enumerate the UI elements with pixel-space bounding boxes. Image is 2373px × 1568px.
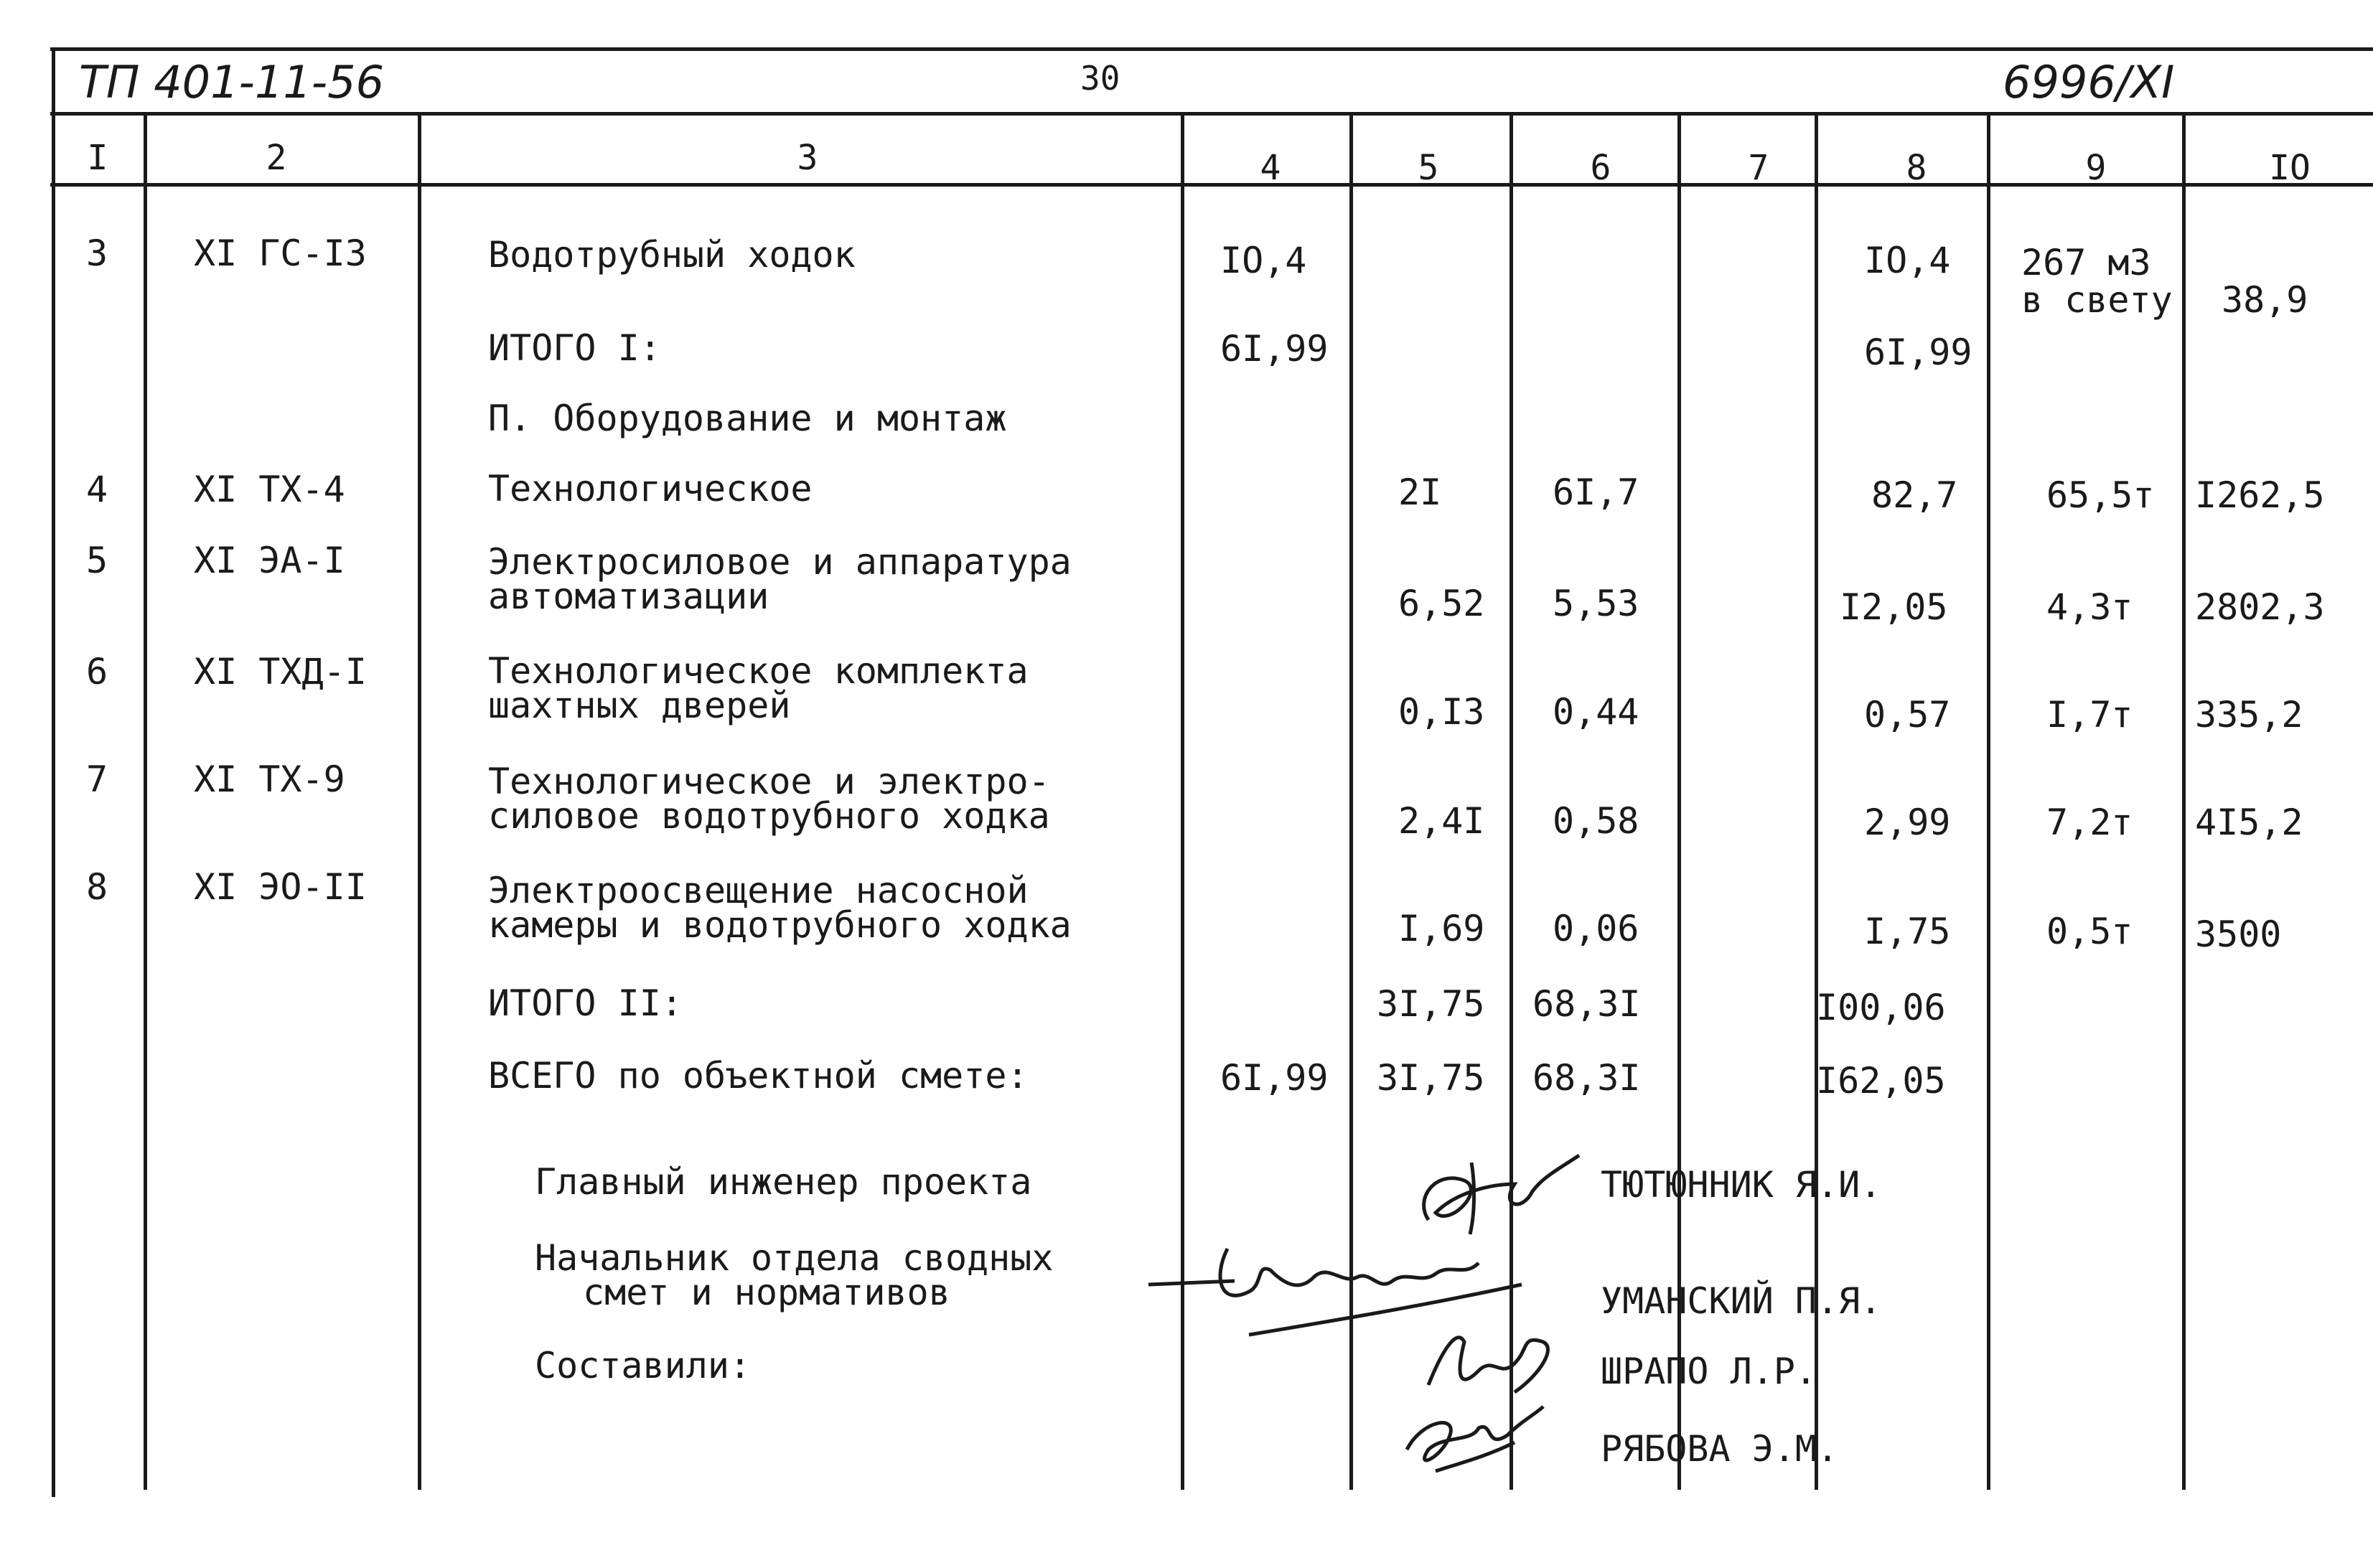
value-cell-col8: I,75 (1864, 911, 1951, 952)
value-cell-col5: 3I,75 (1377, 1057, 1485, 1099)
value-cell-col4: IO,4 (1220, 240, 1307, 281)
code-cell: XI ЭА-I (194, 540, 345, 581)
code-cell: XI ТХ-9 (194, 759, 345, 800)
value-cell-col5: 3I,75 (1377, 983, 1485, 1025)
dept-head-title: смет и нормативов (583, 1272, 950, 1313)
dept-head-title: Начальник отдела сводных (535, 1237, 1054, 1279)
description-cell: Технологическое и электро- (488, 761, 1050, 802)
value-cell-col10: I262,5 (2195, 474, 2325, 516)
description-cell: Водотрубный ходок (488, 234, 856, 276)
value-cell-col5: 6,52 (1398, 583, 1485, 624)
value-cell-col5: 2,4I (1398, 800, 1485, 842)
page-number: 30 (1080, 59, 1120, 98)
subtotal-label: ИТОГО II: (488, 982, 683, 1024)
top-rule (50, 47, 2373, 51)
col-divider-1 (144, 112, 147, 1490)
section-heading: П. Оборудование и монтаж (488, 398, 1007, 439)
compiler-2-signature (1393, 1392, 1550, 1485)
row-number: 7 (86, 759, 108, 800)
col-divider-2 (418, 112, 421, 1490)
col-divider-9 (2182, 112, 2186, 1490)
value-cell-col8: 6I,99 (1864, 332, 1972, 373)
chief-engineer-title: Главный инженер проекта (535, 1161, 1032, 1203)
code-cell: XI ГС-I3 (194, 233, 367, 274)
col-divider-8 (1987, 112, 1990, 1490)
value-cell-col10: 2802,3 (2195, 586, 2325, 628)
doc-code: ТП 401-11-56 (79, 56, 385, 108)
value-cell-col6: 0,58 (1553, 800, 1639, 842)
compiler-1-name: ШРАПО Л.Р. (1601, 1351, 1817, 1392)
value-cell-col6: 68,3I (1532, 1057, 1641, 1099)
row-number: 5 (86, 540, 108, 581)
value-cell-col4: 6I,99 (1220, 1057, 1329, 1099)
description-cell: Технологическое комплекта (488, 650, 1029, 692)
value-cell-col8: I00,06 (1816, 987, 1946, 1028)
dept-head-name: УМАНСКИЙ П.Я. (1601, 1280, 1882, 1322)
description-cell: камеры и водотрубного ходка (488, 904, 1072, 946)
value-cell-col8: IO,4 (1864, 240, 1951, 281)
column-header-rule (50, 183, 2373, 187)
value-cell-col6: 68,3I (1532, 983, 1641, 1025)
header-rule (50, 112, 2373, 116)
value-cell-col5: 0,I3 (1398, 691, 1485, 733)
value-cell-col10: 38,9 (2222, 279, 2308, 321)
value-cell-col8: 2,99 (1864, 802, 1951, 843)
code-cell: XI ТХД-I (194, 651, 367, 693)
grand-total-label: ВСЕГО по объектной смете: (488, 1055, 1029, 1097)
value-cell-col9: 0,5т (2046, 911, 2133, 952)
description-cell: силовое водотрубного ходка (488, 795, 1050, 837)
value-cell-col9: 7,2т (2046, 802, 2133, 843)
row-number: 4 (86, 469, 108, 510)
value-cell-col6: 0,06 (1553, 908, 1639, 949)
value-cell-col8: 82,7 (1871, 474, 1958, 516)
value-cell-col9: в свету (2021, 279, 2173, 321)
value-cell-col10: 335,2 (2195, 694, 2303, 736)
row-number: 8 (86, 866, 108, 908)
value-cell-col6: 6I,7 (1553, 471, 1639, 513)
chief-engineer-name: ТЮТЮННИК Я.И. (1601, 1164, 1882, 1206)
row-number: 6 (86, 651, 108, 693)
value-cell-col6: 0,44 (1553, 691, 1639, 733)
code-cell: XI ТХ-4 (194, 469, 345, 510)
value-cell-col10: 4I5,2 (2195, 802, 2303, 843)
value-cell-col8: I62,05 (1816, 1060, 1946, 1102)
value-cell-col5: 2I (1398, 471, 1442, 513)
document-page: ТП 401-11-56 30 6996/XI I 2 3 4 5 6 7 8 9 IO 3 XI ГС-I3 Водотрубный ходок IO,4 IO,4 267 м3 в свету 38,9 ИТОГО I: 6I,99 6I,99 П. Оборудование и монтаж 4 XI ТХ-4 Технологическое 2I 6I,7 82,7 65,5т I262,5 5 XI ЭА-I Электросиловое и аппаратура автоматизации 6,52 5,53 I2,05 4,3т 2802,3 6 XI ТХД-I Технологическое комплекта шахтных дверей 0,I3 0,44 0,57 I,7т 335,2 7 XI ТХ-9 Технологическое и электро- силовое водотрубного ходка 2,4I 0,58 2,99 7,2т 4I5,2 8 XI ЭО-II Электроосвещение насосной камеры и водотрубного ходка I,69 0,06 I,75 0,5т 3500 ИТОГО II: 3I,75 68,3I I00,06 ВСЕГО по объектной смете: 6I,99 3I,75 68,3I I62,05 Главный инженер проекта ТЮТЮННИК Я.И. Начальник отдела сводных смет и нормативов УМАНСКИЙ П.Я. Составили: ШРАПО Л.Р. РЯБОВА Э.М. (0, 0, 2373, 1568)
compiler-2-name: РЯБОВА Э.М. (1601, 1428, 1839, 1470)
description-cell: шахтных дверей (488, 685, 791, 726)
value-cell-col4: 6I,99 (1220, 328, 1329, 370)
value-cell-col8: 0,57 (1864, 694, 1951, 736)
archive-number: 6996/XI (2003, 56, 2175, 108)
value-cell-col6: 5,53 (1553, 583, 1639, 624)
description-cell: Электросиловое и аппаратура (488, 541, 1072, 583)
value-cell-col10: 3500 (2195, 914, 2282, 955)
value-cell-col9: 65,5т (2046, 474, 2155, 516)
description-cell: Электроосвещение насосной (488, 870, 1029, 911)
code-cell: XI ЭО-II (194, 866, 367, 908)
subtotal-label: ИТОГО I: (488, 327, 661, 369)
compiled-by-label: Составили: (535, 1345, 752, 1386)
value-cell-col9: I,7т (2046, 694, 2133, 736)
description-cell: Технологическое (488, 468, 813, 510)
value-cell-col9: 4,3т (2046, 586, 2133, 628)
value-cell-col8: I2,05 (1840, 586, 1948, 628)
value-cell-col5: I,69 (1398, 908, 1485, 949)
table-left-border (52, 47, 55, 1497)
row-number: 3 (86, 233, 108, 274)
value-cell-col9: 267 м3 (2021, 242, 2151, 283)
description-cell: автоматизации (488, 576, 769, 617)
